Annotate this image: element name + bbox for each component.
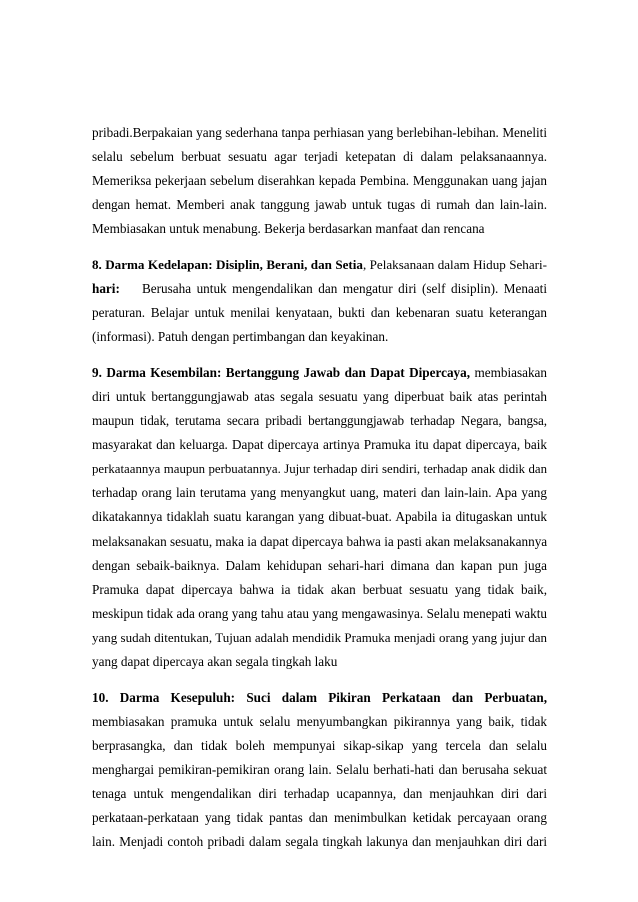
text-line — [92, 758, 547, 782]
text-line — [92, 806, 547, 830]
paragraph-4 — [92, 686, 547, 855]
text-line — [92, 145, 547, 169]
body-text: peraturan. Belajar untuk menilai kenyataan, bukti dan kebenaran suatu keterangan — [92, 305, 547, 321]
text-line — [92, 734, 547, 758]
body-text: berprasangka, dan tidak boleh mempunyai sikap-sikap yang tercela dan selalu — [92, 737, 547, 753]
text-line — [92, 217, 547, 241]
text-line — [92, 602, 547, 626]
body-text: melaksanakan sesuatu, maka ia dapat dipercaya bahwa ia pasti akan melaksanakannya — [92, 533, 548, 549]
text-line — [92, 385, 547, 409]
text-line — [92, 193, 547, 217]
body-text: meskipun tidak ada orang yang tahu atau yang mengawasinya. Selalu menepati waktu — [92, 605, 547, 621]
body-text: membiasakan pramuka untuk selalu menyumbangkan pikirannya yang baik, tidak — [92, 713, 547, 729]
text-line — [92, 409, 547, 433]
text-line — [92, 457, 547, 481]
body-text: (informasi). Patuh dengan pertimbangan dan keyakinan. — [92, 329, 389, 345]
paragraph-2 — [92, 253, 547, 349]
body-text: perkataannya maupun perbuatannya. Jujur terhadap diri sendiri, terhadap anak didik dan — [92, 462, 547, 477]
body-text: dengan sebaik-baiknya. Dalam kehidupan sehari-hari dimana dan kapan pun juga — [92, 557, 547, 573]
text-line — [92, 121, 547, 145]
text-line — [92, 361, 547, 385]
document-body — [92, 121, 547, 866]
text-line — [92, 325, 547, 349]
text-line — [92, 830, 547, 854]
body-text: Pramuka dapat dipercaya bahwa ia tidak akan berbuat sesuatu yang tidak baik, — [92, 581, 547, 597]
body-text: dikatakannya tidaklah suatu karangan yang dibuat-buat. Apabila ia ditugaskan untuk — [92, 509, 547, 525]
text-line — [92, 301, 547, 325]
text-line — [92, 650, 547, 674]
bold-heading: hari: — [92, 281, 120, 297]
body-text: , Pelaksanaan dalam Hidup Sehari- — [362, 256, 547, 272]
body-text: Berusaha untuk mengendalikan dan mengatur diri (self disiplin). Menaati — [119, 281, 547, 297]
text-line — [92, 626, 547, 650]
body-text: selalu sebelum berbuat sesuatu agar terjadi ketepatan di dalam pelaksanaannya. — [92, 149, 547, 165]
text-line — [92, 505, 547, 529]
text-line — [92, 578, 547, 602]
text-line — [92, 686, 547, 710]
paragraph-3 — [92, 361, 547, 674]
bold-heading: 10. Darma Kesepuluh: Suci dalam Pikiran Perkataan dan Perbuatan, — [92, 689, 547, 705]
body-text: perkataan-perkataan yang tidak pantas dan menimbulkan ketidak percayaan orang — [92, 810, 547, 826]
body-text: Membiasakan untuk menabung. Bekerja berdasarkan manfaat dan rencana — [92, 221, 485, 237]
text-line — [92, 169, 547, 193]
body-text: menghargai pemikiran-pemikiran orang lain. Selalu berhati-hati dan berusaha sekuat — [92, 761, 547, 777]
text-line — [92, 433, 547, 457]
body-text: maupun tidak, terutama secara pribadi bertanggungjawab terhadap Negara, bangsa, — [92, 413, 547, 429]
body-text: diri untuk bertanggungjawab atas segala sesuatu yang diperbuat baik atas perintah — [92, 388, 547, 404]
paragraph-1 — [92, 121, 547, 241]
body-text: lain. Menjadi contoh pribadi dalam segala tingkah lakunya dan menjauhkan diri dari — [92, 834, 547, 850]
text-line — [92, 481, 547, 505]
bold-heading: 9. Darma Kesembilan: Bertanggung Jawab dan Dapat Dipercaya, — [92, 364, 471, 380]
text-line — [92, 530, 547, 554]
text-line — [92, 782, 547, 806]
text-line — [92, 253, 547, 277]
body-text: yang dapat dipercaya akan segala tingkah laku — [92, 653, 338, 669]
text-line — [92, 710, 547, 734]
bold-heading: 8. Darma Kedelapan: Disiplin, Berani, dan Setia — [92, 256, 363, 272]
text-line — [92, 277, 547, 301]
body-text: masyarakat dan keluarga. Dapat dipercaya artinya Pramuka itu dapat dipercaya, baik — [92, 437, 547, 453]
body-text: tenaga untuk mengendalikan diri terhadap ucapannya, dan menjauhkan diri dari — [92, 785, 547, 801]
body-text: membiasakan — [470, 364, 547, 380]
body-text: terhadap orang lain terutama yang menyangkut uang, materi dan lain-lain. Apa yang — [92, 485, 547, 501]
text-line — [92, 554, 547, 578]
body-text: dengan hemat. Memberi anak tanggung jawab untuk tugas di rumah dan lain-lain. — [92, 197, 547, 213]
body-text: pribadi.Berpakaian yang sederhana tanpa perhiasan yang berlebihan-lebihan. Meneliti — [92, 125, 547, 140]
body-text: Memeriksa pekerjaan sebelum diserahkan kepada Pembina. Menggunakan uang jajan — [92, 173, 547, 189]
body-text: yang sudah ditentukan, Tujuan adalah mendidik Pramuka menjadi orang yang jujur dan — [92, 629, 547, 645]
